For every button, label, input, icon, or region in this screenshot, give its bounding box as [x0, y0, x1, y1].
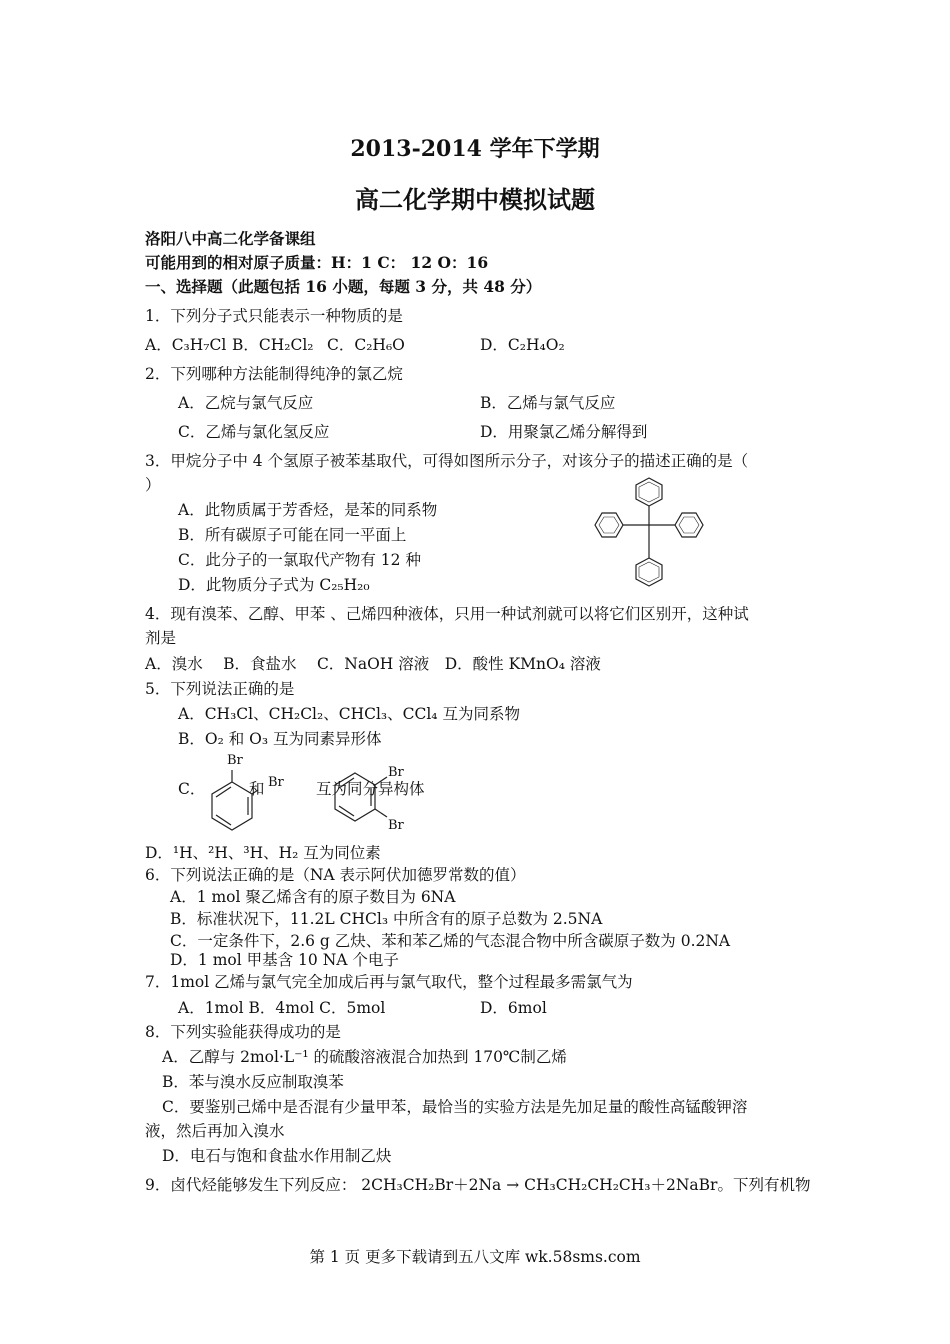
q2-option-d: D．用聚氯乙烯分解得到: [480, 423, 648, 441]
q8-option-c-end: 液，然后再加入溴水: [145, 1122, 285, 1140]
q5-option-d: D．¹H、²H、³H、H₂ 互为同位素: [145, 844, 381, 862]
q3-stem-end: ）: [145, 476, 161, 494]
title-line1: 2013-2014 学年下学期: [350, 136, 600, 162]
atomic-mass-line: 可能用到的相对原子质量：H：1 C： 12 O：16: [145, 253, 489, 272]
q6-stem: 6．下列说法正确的是（NA 表示阿伏加德罗常数的值）: [145, 866, 526, 884]
q3-option-a: A．此物质属于芳香烃，是苯的同系物: [178, 501, 438, 519]
q8-option-b: B．苯与溴水反应制取溴苯: [162, 1073, 344, 1091]
q2-option-c: C．乙烯与氯化氢反应: [178, 423, 330, 441]
q3-option-d: D．此物质分子式为 C₂₅H₂₀: [178, 576, 370, 594]
page-footer: 第 1 页 更多下载请到五八文库 wk.58sms.com: [309, 1248, 641, 1266]
q6-option-c: C．一定条件下，2.6 g 乙炔、苯和苯乙烯的气态混合物中所含碳原子数为 0.2NA: [170, 932, 731, 950]
q1-option-c: C．C₂H₆O: [327, 336, 405, 354]
q5-option-a: A．CH₃Cl、CH₂Cl₂、CHCl₃、CCl₄ 互为同系物: [178, 705, 520, 723]
q5-option-b: B．O₂ 和 O₃ 互为同素异形体: [178, 730, 382, 748]
q8-option-a: A．乙醇与 2mol·L⁻¹ 的硫酸溶液混合加热到 170℃制乙烯: [162, 1048, 567, 1066]
q1-stem: 1．下列分子式只能表示一种物质的是: [145, 307, 403, 325]
title-line2: 高二化学期中模拟试题: [355, 185, 595, 214]
q4-options: A．溴水 B．食盐水 C．NaOH 溶液 D．酸性 KMnO₄ 溶液: [145, 655, 601, 673]
ortho-dibromobenzene-structure: [200, 760, 260, 840]
q5-stem: 5．下列说法正确的是: [145, 680, 295, 698]
q1-option-b: B．CH₂Cl₂: [232, 336, 314, 354]
author-line: 洛阳八中高二化学备课组: [145, 229, 316, 248]
dibromobenzene-structure-2: [325, 765, 395, 840]
q2-stem: 2．下列哪种方法能制得纯净的氯乙烷: [145, 365, 403, 383]
dibromo-br-label-1: Br: [388, 765, 404, 780]
q8-option-d: D．电石与饱和食盐水作用制乙炔: [162, 1147, 392, 1165]
q4-stem: 4．现有溴苯、乙醇、甲苯 、己烯四种液体，只用一种试剂就可以将它们区别开，这种试: [145, 605, 749, 623]
q3-option-c: C．此分子的一氯取代产物有 12 种: [178, 551, 421, 569]
q5-option-c-and: 和: [249, 780, 265, 798]
q8-option-c: C．要鉴别己烯中是否混有少量甲苯，最恰当的实验方法是先加足量的酸性高锰酸钾溶: [162, 1098, 748, 1116]
q6-option-a: A．1 mol 聚乙烯含有的原子数目为 6NA: [170, 888, 456, 906]
q6-option-b: B．标准状况下，11.2L CHCl₃ 中所含有的原子总数为 2.5NA: [170, 910, 603, 928]
q2-option-b: B．乙烯与氯气反应: [480, 394, 616, 412]
q5-option-c-prefix: C．: [178, 780, 206, 798]
section-heading: 一、选择题（此题包括 16 小题，每题 3 分，共 48 分）: [145, 277, 542, 296]
q7-option-d: D．6mol: [480, 999, 547, 1017]
q3-option-b: B．所有碳原子可能在同一平面上: [178, 526, 407, 544]
tetraphenylmethane-structure: [585, 470, 715, 595]
q7-stem: 7．1mol 乙烯与氯气完全加成后再与氯气取代，整个过程最多需氯气为: [145, 973, 633, 991]
q6-option-d: D．1 mol 甲基含 10 NA 个电子: [170, 951, 399, 969]
ortho-br-label-1: Br: [227, 753, 243, 768]
q5-option-c-suffix: 互为同分异构体: [316, 780, 425, 798]
q8-stem: 8．下列实验能获得成功的是: [145, 1023, 341, 1041]
q1-option-d: D．C₂H₄O₂: [480, 336, 565, 354]
ortho-br-label-2: Br: [268, 775, 284, 790]
q9-stem: 9．卤代烃能够发生下列反应： 2CH₃CH₂Br＋2Na → CH₃CH₂CH₂CH₃＋2NaBr。下列有机物: [145, 1176, 811, 1194]
q3-stem: 3．甲烷分子中 4 个氢原子被苯基取代，可得如图所示分子，对该分子的描述正确的是（: [145, 452, 749, 470]
q1-option-a: A．C₃H₇Cl: [145, 336, 227, 354]
q4-stem-end: 剂是: [145, 629, 177, 647]
q7-options-abc: A．1mol B．4mol C．5mol: [178, 999, 386, 1017]
q2-option-a: A．乙烷与氯气反应: [178, 394, 314, 412]
dibromo-br-label-2: Br: [388, 818, 404, 833]
